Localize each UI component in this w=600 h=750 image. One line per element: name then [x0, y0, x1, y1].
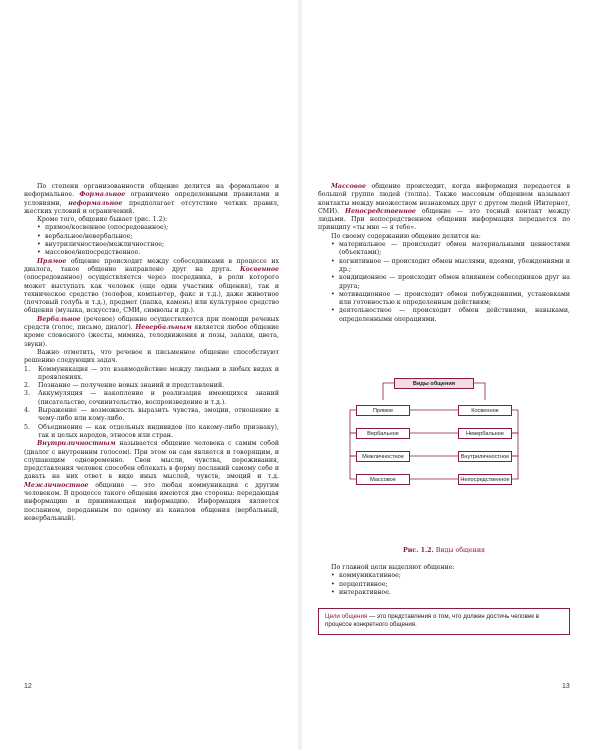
paragraph-intrapersonal: Внутриличностным называется общение человека с самим собой (диалог с внутренним голосом). При этом он сам является и говорящим, и слушающим одновременно. Свои мысли, чувства, переживания, представления человек способен облекать в форму посланий самому себе и давать на них ответ в виде иных мыслей, чувств, эмоций и т.д. Межличностное общение — это любая коммуникация с другим человеком. В процессе такого общения имеются две стороны: передающая информацию и принимающая информацию. Информация является посланием, переданным по одному из каналов общения (вербальный, невербальный).: [24, 440, 279, 522]
figure-caption: [318, 547, 570, 554]
paragraph-goals-intro: По главной цели выделяют общение:: [331, 564, 455, 571]
list-item: • массовое/непосредственное.: [37, 249, 279, 257]
connector-row2-right: [512, 433, 518, 456]
term-mass: Массовое: [331, 183, 366, 190]
diagram-root-box: Виды общения: [394, 378, 474, 389]
diagram-box-indirect: Косвенное: [458, 405, 512, 416]
diagram-box-intrapersonal: Внутриличностное: [458, 451, 512, 462]
term-immediate: Непосредственное: [345, 207, 416, 215]
paragraph-tasks-intro: Важно отметить, что речевое и письменное общение способствуют решению следующих задач.: [24, 348, 279, 365]
content-types-list: [318, 241, 570, 324]
paragraph-direct: Прямое общение происходит между собеседниками в процессе их диалога, такое общение направлено друг на друга. Косвенное (опосредованное) осуществляется через посредника, в роли которого может выступать как человек (еще один участник общения), так и техническое средство (телефон, компьютер, факс и т.д.), даже животное (почтовый голубь и т.д.), предмет (папка, камень) или культурное средство общения (музыка, искусство, СМИ, символы и др.).: [24, 257, 279, 315]
term-informal: неформальное: [68, 199, 123, 207]
list-item: • мотивационное — происходит обмен побуждениями, установками или готовностью к определенным действиям;: [331, 291, 570, 308]
page-number-right: 13: [562, 683, 570, 690]
connector-root-right: [474, 383, 485, 400]
list-item: • материальное — происходит обмен материальными ценностями (объектами);: [331, 241, 570, 258]
paragraph-mass: Массовое общение происходит, когда информация передается в большой группе людей (толпа). Также массовым общением называют контакты между множеством незнакомых друг с другом людей (Интернет, СМИ). Непосредственное общение — это тесный контакт между людьми. При непосредственном общении информация передается по принципу «ты мне — я тебе».: [318, 183, 571, 232]
diagram-box-nonverbal: Невербальное: [458, 428, 512, 439]
list-item: • прямое/косвенное (опосредованное);: [37, 224, 279, 232]
left-page-text: [24, 183, 279, 523]
tasks-list: [24, 366, 279, 441]
list-item: • деятельностное — происходит обмен действиями, навыками, определенными операциями.: [331, 307, 570, 324]
term-intrapersonal: Внутриличностным: [37, 440, 116, 448]
list-item: 3. Аккумуляция — накопление и реализация имеющихся знаний (писательство, сочинительство, воспроизведение и т.д.).: [24, 390, 279, 406]
term-formal: Формальное: [79, 191, 126, 199]
paragraph-formality: По степени организованности общение делится на формальное и неформальное. Формальное ограничено определенными правилами и условиями, неформальное предполагает отсутствие четких правил, жестких условий и ограничений.: [24, 183, 279, 215]
definition-box: [318, 608, 570, 635]
paragraph-intro-types: Кроме того, общение бывает (рис. 1.2):: [37, 216, 168, 224]
communication-types-diagram: [342, 375, 526, 551]
term-interpersonal: Межличностное: [24, 481, 89, 489]
diagram-connectors: [342, 375, 526, 551]
caption-label: Рис. 1.2.: [402, 547, 434, 554]
page-number-left: 12: [24, 683, 32, 690]
list-item: 5. Объединение — как отдельных индивидов (по какому-либо признаку), так и целых народов, этносов или стран.: [24, 423, 279, 439]
paragraph-content-intro: По своему содержанию общение делится на:: [331, 232, 481, 240]
term-verbal: Вербальное: [37, 315, 81, 323]
diagram-box-verbal: Вербальное: [356, 428, 410, 439]
book-gutter: [297, 0, 303, 750]
definition-term: Цели общения: [325, 613, 368, 620]
goals-section: [318, 564, 570, 597]
term-direct: Прямое: [37, 257, 67, 265]
list-item: • интерактивное.: [331, 589, 570, 597]
goals-list: [318, 572, 570, 597]
caption-text: Виды общения: [435, 547, 486, 554]
list-item: • кондиционное — происходит обмен влиянием собеседников друг на друга;: [331, 274, 570, 291]
list-item: • перцептивное;: [331, 581, 570, 589]
paragraph-verbal: Вербальное (речевое) общение осуществляется при помощи речевых средств (голос, письмо, диалог). Невербальным является любое общение кроме словесного (жесты, мимика, телодвижения и позы, запахи, цвета, звуки).: [24, 315, 279, 348]
list-item: • когнитивное — происходит обмен мыслями, идеями, убеждениями и др.;: [331, 258, 570, 275]
list-item: 4. Выражение — возможность выразить чувства, эмоции, отношение к чему-либо или кому-либо.: [24, 407, 279, 423]
diagram-box-direct: Прямое: [356, 405, 410, 416]
diagram-box-interpersonal: Межличностное: [356, 451, 410, 462]
diagram-box-immediate: Непосредственное: [458, 474, 512, 485]
list-item: • внутриличностное/межличностное;: [37, 241, 279, 249]
list-item: • коммуникативное;: [331, 572, 570, 580]
definition-text: — это представления о том, что должен достичь человек в процессе конкретного общения.: [325, 613, 540, 629]
types-list: [24, 224, 279, 257]
list-item: • вербальное/невербальное;: [37, 233, 279, 241]
connector-row3-right: [512, 456, 518, 479]
term-nonverbal: Невербальным: [135, 324, 192, 332]
list-item: 2. Познание — получение новых знаний и представлений.: [24, 382, 225, 390]
right-page-text: [318, 183, 570, 324]
connector-root-left: [383, 383, 394, 400]
term-indirect: Косвенное: [240, 265, 279, 273]
diagram-box-mass: Массовое: [356, 474, 410, 485]
list-item: 1. Коммуникация — это взаимодействие между людьми в любых видах и проявлениях.: [24, 365, 279, 381]
